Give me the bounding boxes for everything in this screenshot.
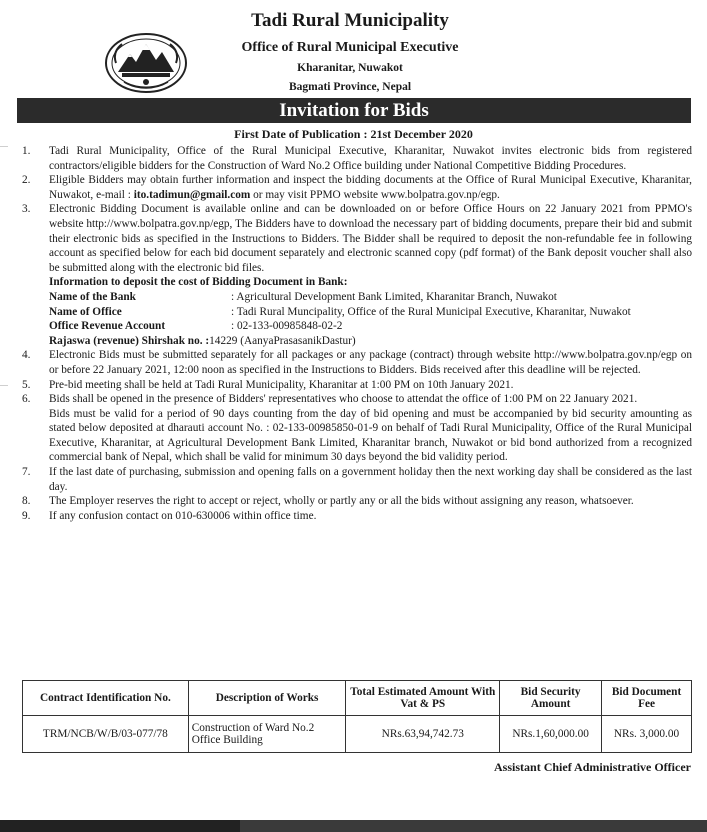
address-line-2: Bagmati Province, Nepal [288,81,412,93]
list-item [22,144,692,173]
item-number: 9. [22,509,31,522]
item-text: Electronic Bidding Document is available online and can be downloaded on or before Office Hours on 22 January 2021 from PPMO's website http://www.bolpatra.gov.np/egp, The Bidders have to download the necessary part of bidding documents, prepare their bid and submit their electronic bids as specified in the Instructions to Bidders. The Bidder shall be required to deposit the non-refundable fee in following account as specified below for each bid document separately and electronic scanned copy (pdf format) of the Bank deposit voucher shall also be submitted along with the electronic bid files. [49,203,692,274]
publication-date: First Date of Publication : 21st December 2020 [234,127,473,141]
item-text: Eligible Bidders may obtain further information and inspect the bidding documents at the Office of Rural Municipal Executive, Kharanitar, Nuwakot, e-mail : [49,174,692,201]
bank-info-row [22,319,692,334]
table-cell: TRM/NCB/W/B/03-077/78 [23,716,189,753]
item-text: Bids shall be opened in the presence of Bidders' representatives who choose to attendat the office of 1:00 PM on 22 January 2021. [49,393,638,406]
list-item [22,202,692,275]
bank-info-label: Name of the Bank [49,290,136,303]
bank-info-value: : 02-133-00985848-02-2 [231,320,343,333]
divider [0,146,8,147]
list-item [22,348,692,377]
organization-name: Tadi Rural Municipality [251,10,449,31]
address-line-1: Kharanitar, Nuwakot [297,62,403,74]
bottom-bar [0,820,707,832]
bank-info-heading: Information to deposit the cost of Bidding Document in Bank: [49,276,348,289]
office-name: Office of Rural Municipal Executive [241,40,459,55]
header [0,10,707,96]
notice-body [22,144,692,523]
table-row [23,716,692,753]
table-cell: NRs. 3,000.00 [602,716,692,753]
column-header: Bid Security Amount [500,681,602,716]
item-number: 5. [22,378,31,391]
list-item [22,465,692,494]
item-text: Pre-bid meeting shall be held at Tadi Rural Municipality, Kharanitar at 1:00 PM on 10th January 2021. [49,378,514,391]
bank-info-label: Name of Office [49,305,122,318]
item-text: Tadi Rural Municipality, Office of the Rural Municipal Executive, Kharanitar, Nuwakot invites electronic bids from registered contractors/eligible bidders for the Construction of Ward No.2 Office building under National Competitive Bidding Procedures. [49,145,692,172]
bank-info-label: Rajaswa (revenue) Shirshak no. : [49,334,210,347]
bank-info-row [22,305,692,320]
item-number: 7. [22,466,31,479]
bank-info-row [22,334,692,349]
list-item [22,378,692,393]
municipality-emblem-icon [104,32,188,94]
bank-info-value: 14229 (AanyaPrasasanikDastur) [209,334,356,347]
list-item [22,494,692,509]
table-cell: Construction of Ward No.2 Office Building [188,716,346,753]
bid-table [22,680,692,753]
column-header: Bid Document Fee [602,681,692,716]
list-item [22,173,692,202]
bank-info-value: : Agricultural Development Bank Limited, Kharanitar Branch, Nuwakot [231,290,557,303]
notice-title: Invitation for Bids [17,98,691,123]
item-text: If any confusion contact on 010-630006 within office time. [49,509,317,522]
list-item [22,392,692,407]
item-text: The Employer reserves the right to accept or reject, wholly or partly any or all the bids without assigning any reason, whatsoever. [49,495,634,508]
item-number: 2. [22,174,31,187]
bank-info-label: Office Revenue Account [49,320,166,333]
bank-info-value: : Tadi Rural Muncipality, Office of the Rural Municipal Executive, Kharanitar, Nuwakot [231,305,631,318]
item-number: 1. [22,145,31,157]
item-text: If the last date of purchasing, submission and opening falls on a government holiday then the next working day shall be considered as the last day. [49,466,692,493]
signature-title: Assistant Chief Administrative Officer [494,760,691,774]
bank-info-row [22,290,692,305]
divider [0,385,8,386]
table-header-row [23,681,692,716]
item-number: 3. [22,203,31,216]
item-number: 4. [22,349,31,362]
column-header: Description of Works [188,681,346,716]
contact-email: ito.tadimun@gmail.com [133,188,251,201]
column-header: Contract Identification No. [23,681,189,716]
column-header: Total Estimated Amount With Vat & PS [346,681,500,716]
table-cell: NRs.63,94,742.73 [346,716,500,753]
item-text: or may visit PPMO website www.bolpatra.gov.np/egp. [250,188,500,201]
list-item [22,509,692,524]
table-cell: NRs.1,60,000.00 [500,716,602,753]
item-text: Electronic Bids must be submitted separately for all packages or any package (contract) through website http://www.bolpatra.gov.np/egp on or before 22 January 2021, 12:00 noon as specified in the Instructions to Bidders. Bids received after this deadline will be rejected. [49,349,692,376]
bid-validity-text: Bids must be valid for a period of 90 days counting from the day of bid opening and must be accompanied by bid security amounting as stated below deposited at dharauti account No. : 02-133-00985850-01-9 on behalf of Tadi Rural Municipality, Office of the Rural Municipal Executive, Kharanitar, at Agricultural Development Bank Limited, Kharanitar branch, Nuwakot or bid bond authorized from a recognized commercial bank of Nepal, which shall be valid for minimum 30 days beyond the bid validity period. [49,407,692,464]
item-number: 8. [22,495,31,508]
item-number: 6. [22,393,31,406]
bottom-bar-segment [0,820,240,832]
